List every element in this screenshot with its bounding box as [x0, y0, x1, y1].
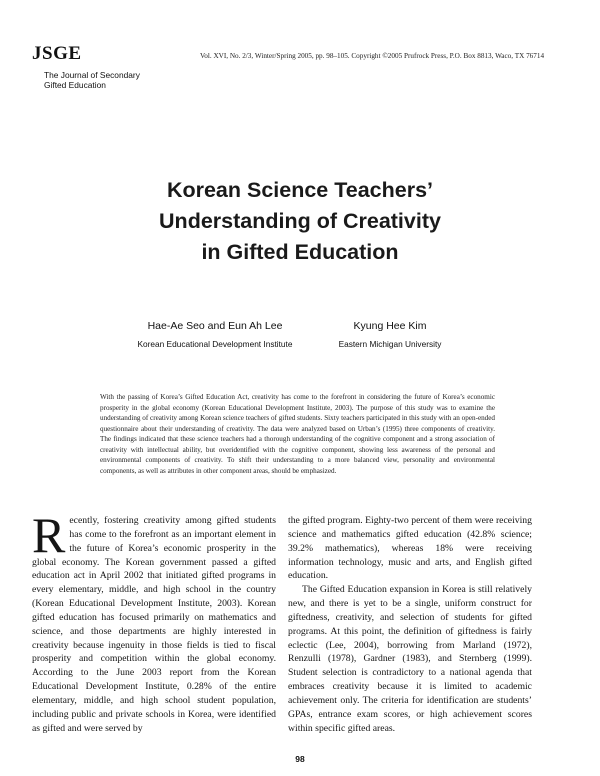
- journal-logo: JSGE: [32, 43, 82, 64]
- author-affiliation-1: Korean Educational Development Institute: [137, 339, 293, 349]
- drop-cap: R: [32, 507, 66, 563]
- body-paragraph-1: ecently, fostering creativity among gifted students has come to the forefront as an important element in the future of Korea’s economic prosperity in the global economy. The Korean government passed a gifted education act in April 2002 that initiated gifted programs in every elementary, middle, and high school in the country (Korean Educational Development Institute, 2003). Korean gifted education has focused primarily on mathematics and science, and those departments are highly interested in creativity because ingenuity in those fields is tied to fiscal prosperity and competition within the global economy. According to the June 2003 report from the Korean Educational Development Institute, 0.28% of the entire elementary, middle, and high school student population, including public and private schools in Korea, were identified as gifted and were served by: [32, 515, 276, 734]
- article-title: [60, 175, 540, 268]
- journal-name-line2: Gifted Education: [44, 80, 106, 90]
- abstract: With the passing of Korea’s Gifted Education Act, creativity has come to the forefront in considering the future of Korea’s economic prosperity in the global economy (Korean Educational Development Institute, 2003). The purpose of this study was to examine the understanding of creativity among Korean science teachers of gifted students. Sixty teachers participated in this study with an open-ended questionnaire about their understanding of creativity. The data were analyzed based on Urban’s (1995) three components of creativity. The findings indicated that these science teachers had a thorough understanding of the cognitive component and a strong association of creativity with intellectual ability, but overidentified with the cognitive component, showing less awareness of the personal and environmental components of creativity. To shift their understanding to a more balanced view, personality and environmental components, as well as attributes in other component areas, should be emphasized.: [100, 393, 495, 475]
- title-line-2: Understanding of Creativity: [159, 209, 441, 233]
- journal-name-line1: The Journal of Secondary: [44, 70, 140, 80]
- citation-line: Vol. XVI, No. 2/3, Winter/Spring 2005, pp. 98–105. Copyright ©2005 Prufrock Press, P.O. Box 8813, Waco, TX 76714: [200, 52, 545, 60]
- body-paragraph-2: the gifted program. Eighty-two percent of them were receiving science and mathematics gifted education (42.8% science; 39.2% mathematics), whereas 18% were receiving information technology, music and arts, and English gifted education.: [288, 515, 532, 582]
- title-line-1: Korean Science Teachers’: [166, 178, 434, 202]
- body-column-right: [288, 514, 532, 736]
- journal-name: [44, 70, 174, 90]
- author-affiliation-2: Eastern Michigan University: [338, 339, 442, 349]
- author-name-2: Kyung Hee Kim: [353, 320, 427, 332]
- body-column-left: [32, 507, 276, 736]
- page-number: 98: [295, 754, 305, 764]
- body-paragraph-3: The Gifted Education expansion in Korea is still relatively new, and there is yet to be a single, uniform construct for giftedness, creativity, and selection of students for gifted programs. At this point, the definition of giftedness is fairly eclectic (Lee, 2004), borrowing from Marland (1972), Renzulli (1978), Gardner (1983), and Sternberg (1999). Student selection is contradictory to a national agenda that embraces creativity because it is limited to academic achievement only. The criteria for identification are students’ GPAs, entrance exam scores, or high achievement scores within specific gifted areas.: [288, 584, 532, 734]
- title-line-3: in Gifted Education: [201, 240, 399, 264]
- author-name-1: Hae-Ae Seo and Eun Ah Lee: [147, 320, 283, 332]
